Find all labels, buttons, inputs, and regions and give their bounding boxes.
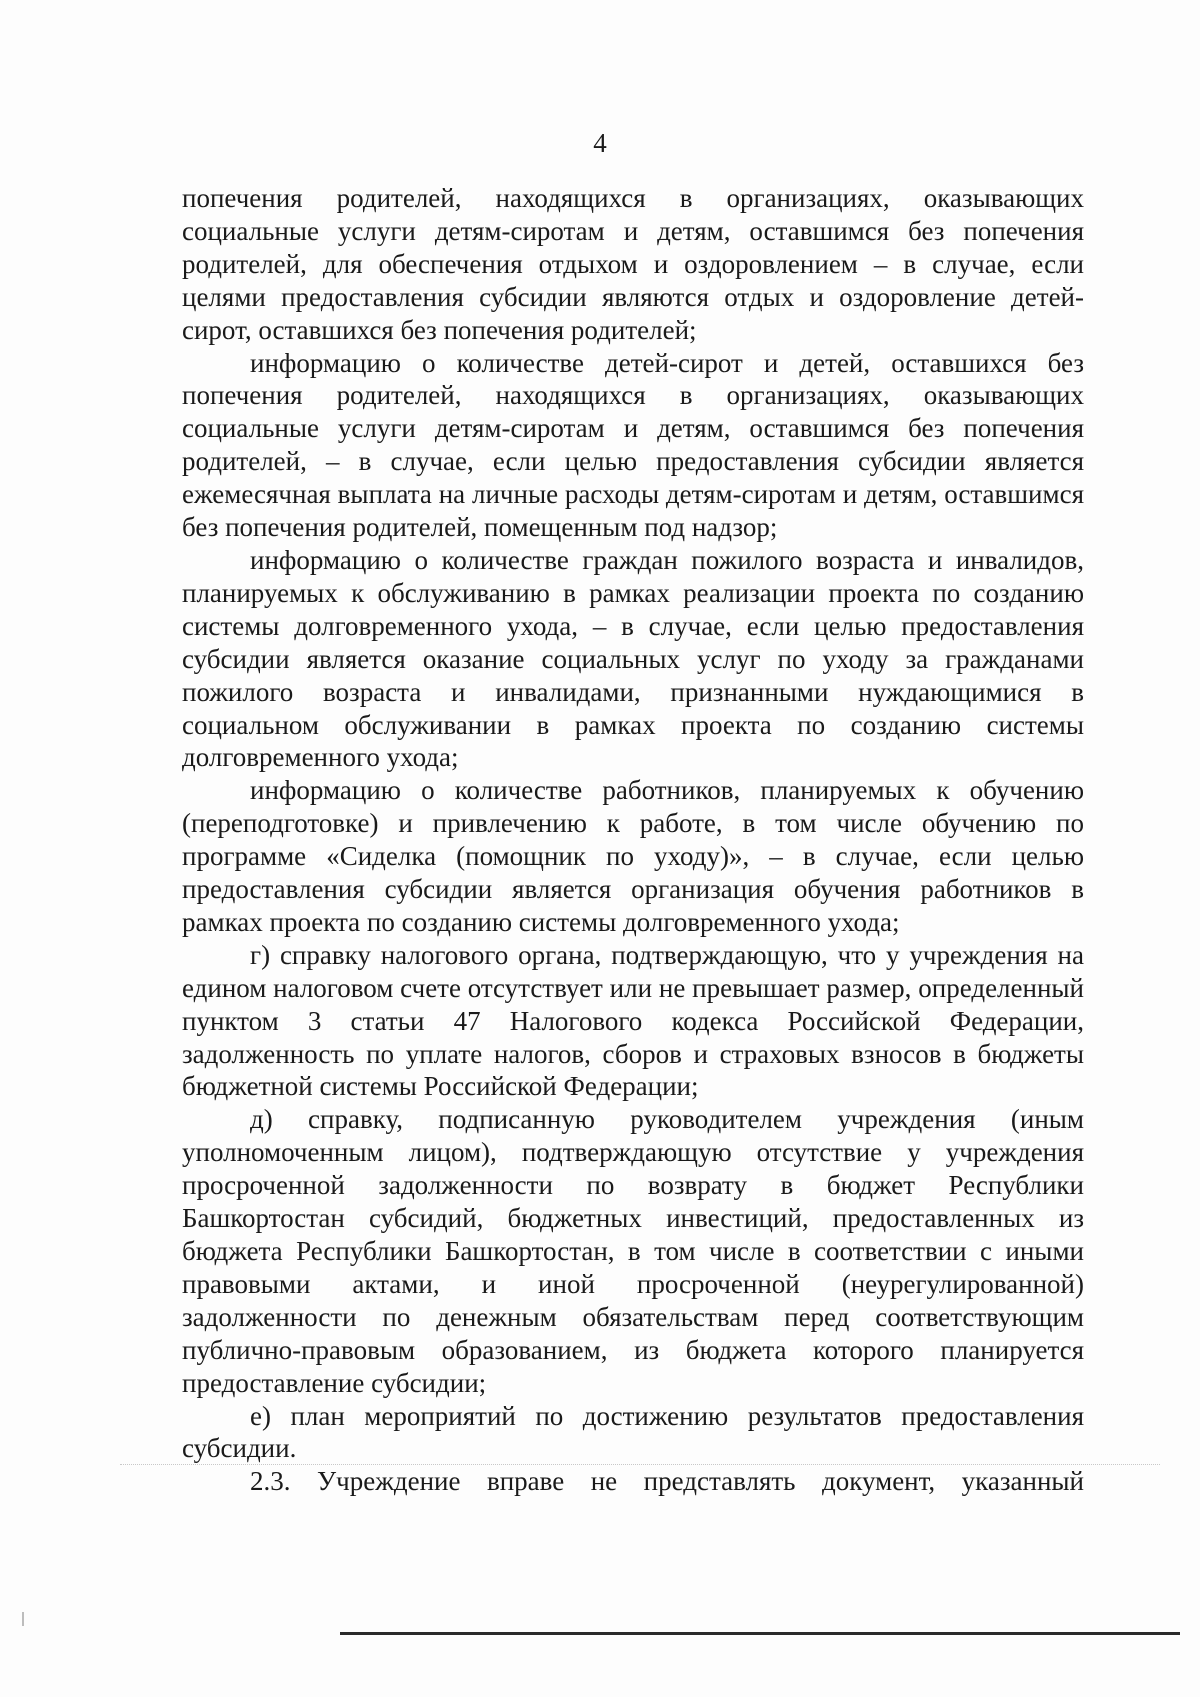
paragraph-section-2-3: 2.3. Учреждение вправе не представлять документ, указанный: [250, 1466, 1084, 1497]
scan-edge-mark: [22, 1612, 24, 1626]
paragraph-tax-certificate: г) справку налогового органа, подтверждающую, что у учреждения на едином налоговом счете отсутствует или не превышает размер, определенный пунктом 3 статьи 47 Налогового кодекса Российской Федерации, задолженность по уплате налогов, сборов и страховых взносов в бюджеты бюджетной системы Российской Федерации;: [182, 939, 1084, 1102]
scan-artifact-line: [120, 1464, 1160, 1465]
paragraph-orphans-info: информацию о количестве детей-сирот и детей, оставшихся без попечения родителей, находящихся в организациях, оказывающих социальные услуги детям-сиротам и детям, оставшимся без попечения родителей, – в случае, если целью предоставления субсидии является ежемесячная выплата на личные расходы детям-сиротам и детям, оставшимся без попечения родителей, помещенным под надзор;: [182, 347, 1084, 543]
paragraph-action-plan: е) план мероприятий по достижению результатов предоставления субсидии.: [182, 1400, 1084, 1464]
page-number: 4: [593, 128, 607, 158]
paragraph-debt-certificate: д) справку, подписанную руководителем учреждения (иным уполномоченным лицом), подтверждающую отсутствие у учреждения просроченной задолженности по возврату в бюджет Республики Башкортостан субсидий, бюджетных инвестиций, предоставленных из бюджета Республики Башкортостан, в том числе в соответствии с иными правовыми актами, и иной просроченной (неурегулированной) задолженности по денежным обязательствам перед соответствующим публично-правовым образованием, из бюджета которого планируется предоставление субсидии;: [182, 1104, 1084, 1398]
bottom-rule: [340, 1632, 1180, 1635]
paragraph-continuation: попечения родителей, находящихся в организациях, оказывающих социальные услуги детям-сиротам и детям, оставшимся без попечения родителей, для обеспечения отдыхом и оздоровлением – в случае, если целями предоставления субсидии являются отдых и оздоровление детей-сирот, оставшихся без попечения родителей;: [182, 183, 1084, 345]
document-body: [182, 182, 1084, 1498]
paragraph-elderly-info: информацию о количестве граждан пожилого возраста и инвалидов, планируемых к обслуживанию в рамках реализации проекта по созданию системы долговременного ухода, – в случае, если целью предоставления субсидии является оказание социальных услуг по уходу за гражданами пожилого возраста и инвалидами, признанными нуждающимися в социальном обслуживании в рамках проекта по созданию системы долговременного ухода;: [182, 544, 1084, 773]
paragraph-workers-info: информацию о количестве работников, планируемых к обучению (переподготовке) и привлечению к работе, в том числе обучению по программе «Сиделка (помощник по уходу)», – в случае, если целью предоставления субсидии является организация обучения работников в рамках проекта по созданию системы долговременного ухода;: [182, 775, 1084, 937]
